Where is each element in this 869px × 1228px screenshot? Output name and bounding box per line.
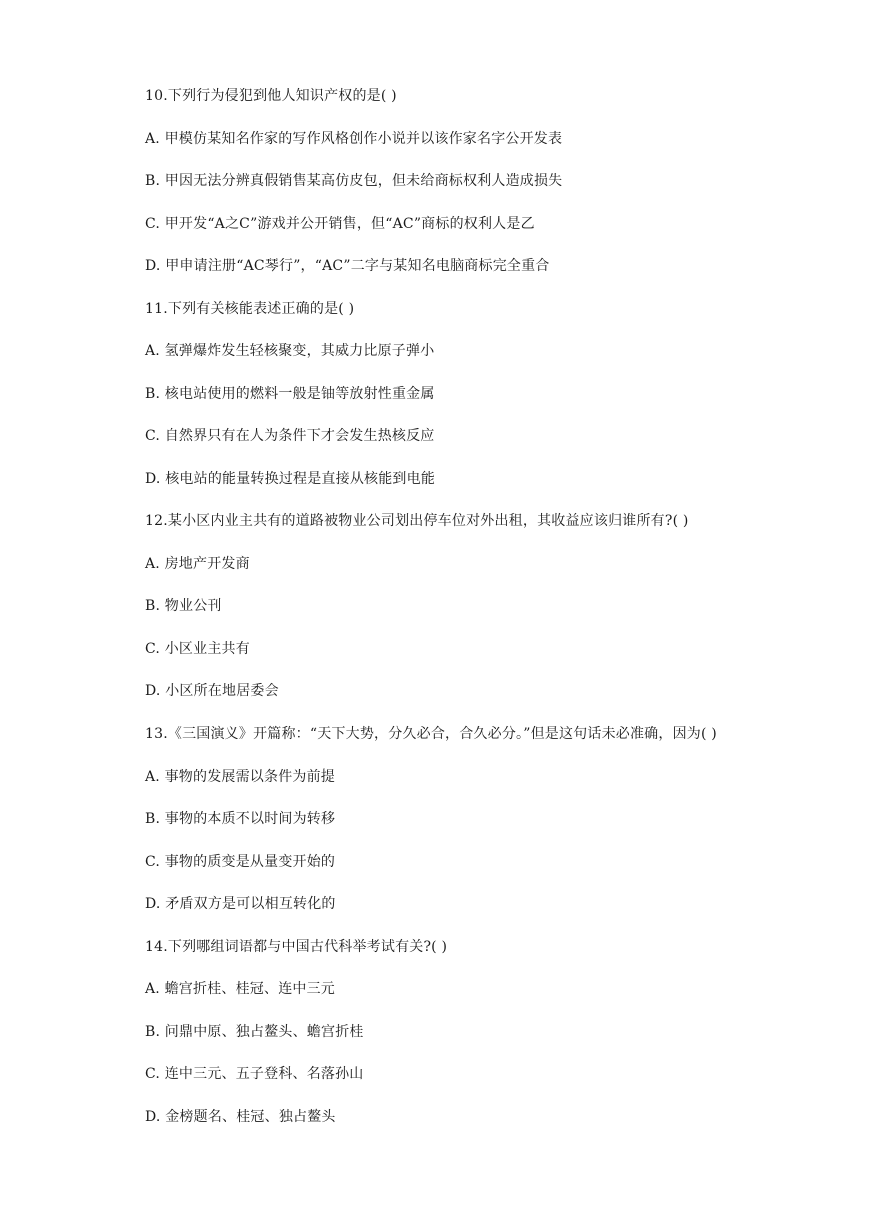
- question-12-option-c: C. 小区业主共有: [145, 641, 250, 657]
- question-12-option-d: D. 小区所在地居委会: [145, 683, 279, 699]
- question-12-stem: 12.某小区内业主共有的道路被物业公司划出停车位对外出租，其收益应该归谁所有?( ): [145, 513, 689, 529]
- question-14-stem: 14.下列哪组词语都与中国古代科举考试有关?( ): [145, 939, 448, 955]
- question-10-option-a: A. 甲模仿某知名作家的写作风格创作小说并以该作家名字公开发表: [145, 131, 563, 147]
- question-10-stem: 10.下列行为侵犯到他人知识产权的是( ): [145, 88, 397, 104]
- question-10-option-d: D. 甲申请注册“AC琴行”，“AC”二字与某知名电脑商标完全重合: [145, 258, 550, 274]
- question-11-option-c: C. 自然界只有在人为条件下才会发生热核反应: [145, 428, 435, 444]
- question-11-stem: 11.下列有关核能表述正确的是( ): [145, 301, 355, 317]
- question-14-option-d: D. 金榜题名、桂冠、独占鳌头: [145, 1109, 336, 1125]
- question-11-option-a: A. 氢弹爆炸发生轻核聚变，其威力比原子弹小: [145, 343, 435, 359]
- question-13-option-b: B. 事物的本质不以时间为转移: [145, 811, 336, 827]
- question-11-option-d: D. 核电站的能量转换过程是直接从核能到电能: [145, 471, 436, 487]
- question-10-option-c: C. 甲开发“A之C”游戏并公开销售，但“AC”商标的权利人是乙: [145, 216, 535, 232]
- question-14-option-b: B. 问鼎中原、独占鳌头、蟾宫折桂: [145, 1024, 364, 1040]
- question-12-option-a: A. 房地产开发商: [145, 556, 250, 572]
- question-13-option-d: D. 矛盾双方是可以相互转化的: [145, 896, 336, 912]
- question-14-option-c: C. 连中三元、五子登科、名落孙山: [145, 1066, 364, 1082]
- question-13-option-c: C. 事物的质变是从量变开始的: [145, 854, 336, 870]
- question-14-option-a: A. 蟾宫折桂、桂冠、连中三元: [145, 981, 336, 997]
- question-12-option-b: B. 物业公刊: [145, 598, 222, 614]
- question-13-stem: 13.《三国演义》开篇称：“天下大势，分久必合，合久必分。”但是这句话未必准确，因为( ): [145, 726, 717, 742]
- question-11-option-b: B. 核电站使用的燃料一般是铀等放射性重金属: [145, 386, 435, 402]
- question-13-option-a: A. 事物的发展需以条件为前提: [145, 769, 336, 785]
- question-10-option-b: B. 甲因无法分辨真假销售某高仿皮包，但未给商标权利人造成损失: [145, 173, 563, 189]
